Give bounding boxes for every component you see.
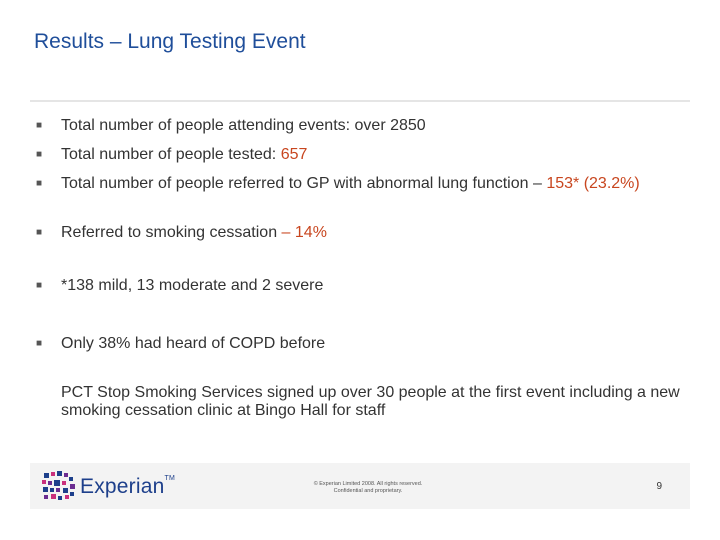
bullet-item [36, 175, 676, 193]
bullet-square-icon: ■ [36, 120, 43, 131]
bullet-item [36, 146, 676, 164]
bullet-item [36, 277, 676, 295]
bullet-square-icon: ■ [36, 227, 43, 238]
bullet-square-icon: ■ [36, 280, 43, 291]
footer-bar [30, 463, 690, 509]
bullet-text: Referred to smoking cessation [61, 224, 282, 241]
copyright-notice [298, 481, 438, 495]
confidential-line: Confidential and proprietary. [333, 488, 403, 494]
bullet-highlight: 153* (23.2%) [546, 175, 640, 192]
bullet-item [36, 117, 676, 135]
logo-wordmark: Experian™ [80, 475, 175, 498]
bullet-highlight: 657 [280, 146, 308, 163]
bullet-item [36, 335, 676, 353]
bullet-item [36, 224, 676, 242]
title-divider [30, 100, 690, 102]
bullet-text: Total number of people tested: [61, 146, 281, 163]
copyright-line: © Experian Limited 2008. All rights reserved. [313, 481, 423, 487]
bullet-text: Only 38% had heard of COPD before [61, 335, 326, 352]
bullet-text: *138 mild, 13 moderate and 2 severe [61, 277, 324, 294]
page-number: 9 [656, 481, 662, 492]
experian-logo [42, 471, 182, 503]
bullet-text: Total number of people referred to GP with abnormal lung function – [61, 175, 547, 192]
bullet-highlight: – 14% [281, 224, 327, 241]
bullet-square-icon: ■ [36, 149, 43, 160]
slide-title: Results – Lung Testing Event [34, 30, 306, 53]
experian-dots-icon [42, 471, 76, 503]
bullet-square-icon: ■ [36, 338, 43, 349]
body-paragraph: PCT Stop Smoking Services signed up over 30 people at the first event including a new smoking cessation clinic at Bingo Hall for staff [61, 384, 680, 419]
bullet-text: Total number of people attending events: over 2850 [61, 117, 426, 134]
bullet-square-icon: ■ [36, 178, 43, 189]
